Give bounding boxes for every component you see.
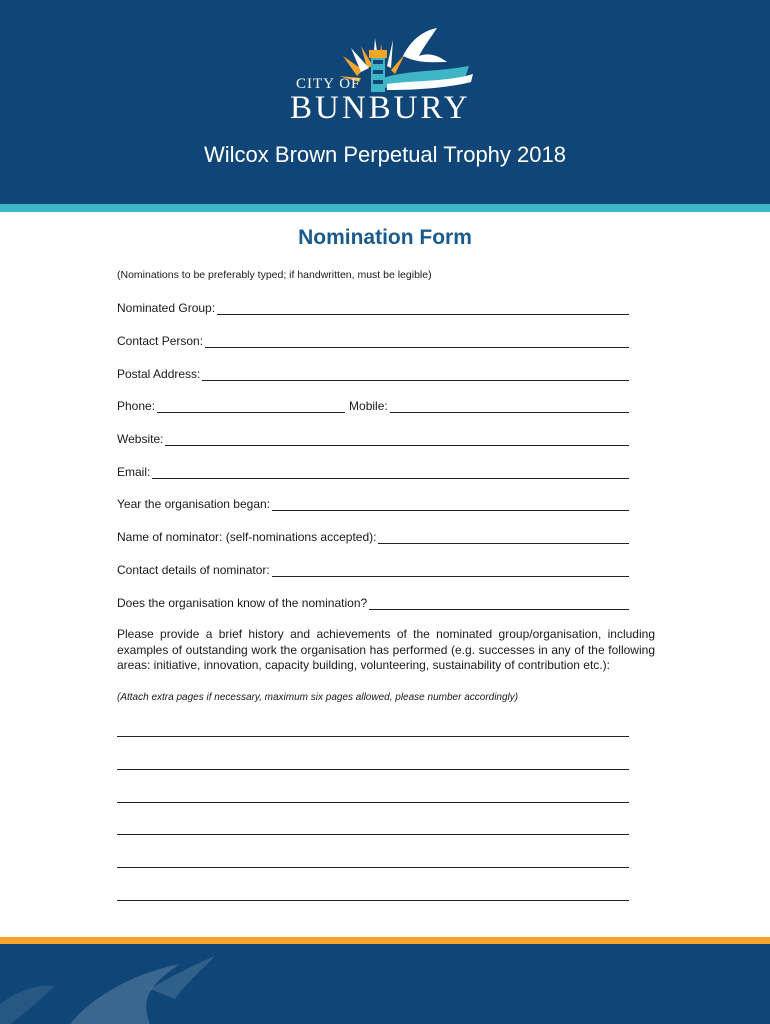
email-field [117, 465, 629, 479]
history-line[interactable] [117, 802, 629, 803]
history-line[interactable] [117, 769, 629, 770]
postal-address-field [117, 367, 629, 381]
history-line[interactable] [117, 736, 629, 737]
logo-city-text: CITY OF [296, 76, 361, 92]
logo-name-text: BUNBURY [290, 90, 471, 126]
history-line[interactable] [117, 900, 629, 901]
postal-address-label: Postal Address: [117, 367, 201, 381]
nominator-name-line[interactable] [378, 531, 629, 544]
form-title: Nomination Form [298, 226, 472, 249]
footer-banner [0, 944, 770, 1024]
phone-line[interactable] [157, 400, 345, 413]
nominator-contact-label: Contact details of nominator: [117, 563, 270, 577]
mobile-label: Mobile: [349, 399, 388, 413]
contact-person-line[interactable] [205, 335, 629, 348]
nominator-name-label: Name of nominator: (self-nominations accepted): [117, 530, 377, 544]
nominator-contact-line[interactable] [272, 564, 629, 577]
header-stripe [0, 204, 770, 212]
contact-person-field [117, 334, 629, 348]
mobile-line[interactable] [390, 400, 629, 413]
history-prompt: Please provide a brief history and achievements of the nominated group/organisation, including examples of outstanding work the organisation has performed (e.g. successes in any of the following areas: initiative, innovation, capacity building, volunteering, sustainability of contribution etc.): [117, 627, 655, 672]
email-label: Email: [117, 465, 151, 479]
year-began-label: Year the organisation began: [117, 497, 271, 511]
year-began-line[interactable] [272, 498, 629, 511]
history-line[interactable] [117, 834, 629, 835]
form-note: (Nominations to be preferably typed; if handwritten, must be legible) [117, 269, 432, 281]
history-line[interactable] [117, 867, 629, 868]
org-aware-field [117, 596, 629, 610]
bird-watermark-icon [0, 944, 770, 1024]
contact-person-label: Contact Person: [117, 334, 204, 348]
nominated-group-line[interactable] [217, 302, 629, 315]
postal-address-line[interactable] [202, 368, 629, 381]
org-aware-label: Does the organisation know of the nomination? [117, 596, 368, 610]
year-began-field [117, 497, 629, 511]
nominator-name-field [117, 530, 629, 544]
nominator-contact-field [117, 563, 629, 577]
org-aware-line[interactable] [369, 597, 629, 610]
email-line[interactable] [152, 466, 629, 479]
website-label: Website: [117, 432, 164, 446]
phone-mobile-field [117, 399, 629, 413]
history-note: (Attach extra pages if necessary, maximum six pages allowed, please number accordingly) [117, 692, 519, 703]
website-field [117, 432, 629, 446]
footer-stripe [0, 937, 770, 944]
trophy-title: Wilcox Brown Perpetual Trophy 2018 [204, 142, 566, 167]
website-line[interactable] [165, 433, 629, 446]
phone-label: Phone: [117, 399, 156, 413]
nominated-group-field [117, 301, 629, 315]
nominated-group-label: Nominated Group: [117, 301, 216, 315]
